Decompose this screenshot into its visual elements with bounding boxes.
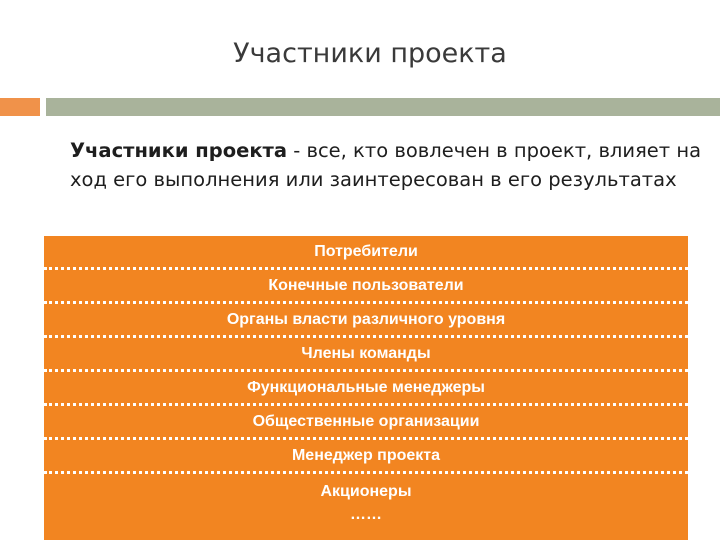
definition-term: Участники проекта — [70, 139, 288, 162]
definition-paragraph — [70, 136, 710, 194]
list-item-public-organizations: Общественные организации — [44, 406, 688, 440]
list-ellipsis: …… — [350, 506, 382, 523]
list-item-consumers: Потребители — [44, 236, 688, 270]
slide-title: Участники проекта — [233, 38, 507, 69]
participants-list — [44, 236, 688, 540]
list-item-team-members: Члены команды — [44, 338, 688, 372]
title-divider — [46, 98, 720, 116]
list-item-shareholders: Акционеры — [320, 483, 412, 500]
definition-text: - все, кто вовлечен в проект, влияет на ход его выполнения или заинтересован в его результатах — [70, 139, 702, 191]
list-item-functional-managers: Функциональные менеджеры — [44, 372, 688, 406]
list-item-end-users: Конечные пользователи — [44, 270, 688, 304]
title-divider-accent — [0, 98, 40, 116]
list-item-project-manager: Менеджер проекта — [44, 440, 688, 474]
list-item-authorities: Органы власти различного уровня — [44, 304, 688, 338]
